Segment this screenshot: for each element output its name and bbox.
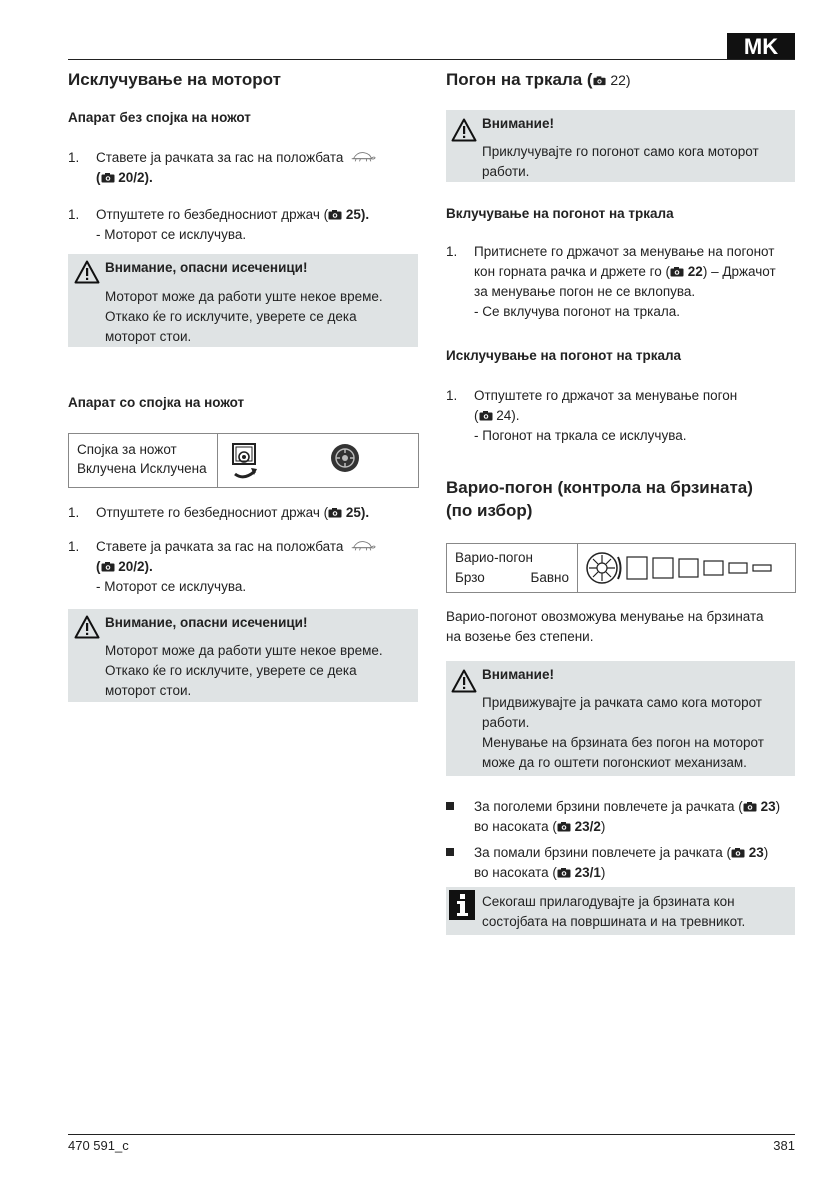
- warning-title: Внимание!: [482, 667, 554, 682]
- bullet-text: во насоката (: [474, 819, 557, 834]
- turtle-icon: [350, 150, 376, 164]
- warning-box-drive: [446, 110, 795, 182]
- warning-box-vario: [446, 661, 795, 776]
- warning-line: работи.: [482, 715, 530, 730]
- table-label-slow: Бавно: [530, 570, 569, 585]
- warning-line: Менување на брзината без погон на моторот: [482, 735, 764, 750]
- camera-icon: [557, 822, 571, 832]
- camera-icon: [101, 173, 115, 183]
- table-label-cell: [447, 544, 578, 592]
- step-release-safety-bail: [68, 205, 418, 245]
- figure-ref: 25: [345, 505, 361, 520]
- closing-paren: ): [600, 819, 606, 834]
- warning-title: Внимание, опасни исеченици!: [105, 615, 308, 630]
- info-box: [446, 887, 795, 935]
- vario-speed-table: [446, 543, 796, 593]
- warning-triangle-icon: [74, 615, 100, 639]
- bullet-slower: [446, 843, 796, 883]
- closing-paren: ): [625, 72, 631, 88]
- step-number: 1.: [446, 388, 458, 403]
- header-rule: [68, 59, 795, 60]
- vario-title-line: Варио-погон (контрола на брзината): [446, 478, 753, 497]
- figure-ref: 23: [748, 845, 764, 860]
- camera-icon: [101, 562, 115, 572]
- step-number: 1.: [68, 207, 80, 222]
- bullet-square: [446, 802, 454, 810]
- right-section-title: [446, 70, 631, 90]
- camera-icon: [593, 76, 606, 86]
- step-number: 1.: [446, 244, 458, 259]
- warning-line: Моторот може да работи уште некое време.: [105, 289, 383, 304]
- warning-box-blade: [68, 254, 418, 347]
- step-text: Отпуштете го држачот за менување погон: [474, 388, 738, 403]
- step-release-safety-bail-2: [68, 503, 418, 523]
- heading-drive-off: Исклучување на погонот на тркала: [446, 348, 682, 363]
- blade-clutch-disengaged-icon: [329, 442, 361, 474]
- step-text: ) – Држачот: [702, 264, 776, 279]
- step-text: Отпуштете го безбедносниот држач (: [96, 207, 329, 222]
- warning-triangle-icon: [451, 669, 477, 693]
- warning-triangle-icon: [74, 260, 100, 284]
- step-drive-off: 1. Отпуштете го држачот за менување погон ( 24). - Погонот на тркала се исклучува.: [446, 386, 796, 446]
- bullet-text: За помали брзини повлечете ја рачката (: [474, 845, 731, 860]
- camera-icon: [557, 868, 571, 878]
- figure-ref: 23/2: [574, 819, 601, 834]
- table-label: Вклучена Исклучена: [77, 461, 207, 476]
- camera-icon: [743, 802, 757, 812]
- page-number: 381: [773, 1138, 795, 1153]
- bullet-square: [446, 848, 454, 856]
- info-line: состојбата на површината и на тревникот.: [482, 914, 746, 929]
- step-text: Притиснете го држачот за менување на погонот: [474, 244, 775, 259]
- table-label-fast: Брзо: [455, 570, 485, 585]
- warning-line: работи.: [482, 164, 530, 179]
- warning-title: Внимание!: [482, 116, 554, 131]
- section-heading-with-clutch: Апарат со спојка на ножот: [68, 395, 245, 410]
- closing-paren: ).: [360, 207, 370, 222]
- warning-line: Откако ќе го исклучите, уверете се дека: [105, 663, 357, 678]
- vario-desc-line: на возење без степени.: [446, 629, 594, 644]
- step-text: Ставете ја рачката за гас на положбата: [96, 150, 344, 165]
- warning-triangle-icon: [451, 118, 477, 142]
- vario-description: [446, 607, 796, 647]
- document-number: 470 591_c: [68, 1138, 129, 1153]
- step-number: 1.: [68, 505, 80, 520]
- bullet-text: За поголеми брзини повлечете ја рачката (: [474, 799, 743, 814]
- language-code-badge: MK: [727, 33, 795, 60]
- warning-line: Откако ќе го исклучите, уверете се дека: [105, 309, 357, 324]
- step-throttle-idle: 1. Ставете ја рачката за гас на положбата ( 20/2).: [68, 148, 418, 188]
- figure-ref: 22: [610, 72, 626, 88]
- step-result: - Се вклучува погонот на тркала.: [474, 304, 680, 319]
- info-line: Секогаш прилагодувајте ја брзината кон: [482, 894, 735, 909]
- closing-paren: ): [763, 845, 769, 860]
- heading-drive-on: Вклучување на погонот на тркала: [446, 206, 674, 221]
- camera-icon: [328, 508, 342, 518]
- left-section-title: Исклучување на моторот: [68, 70, 281, 89]
- warning-line: моторот стои.: [105, 683, 192, 698]
- closing-paren: ).: [360, 505, 370, 520]
- vario-desc-line: Варио-погонот овозможува менување на брзината: [446, 609, 764, 624]
- title-text: Погон на тркала (: [446, 70, 593, 89]
- warning-box-blade-2: [68, 609, 418, 702]
- step-throttle-idle-2: 1. Ставете ја рачката за гас на положбата ( 20/2). - Моторот се исклучува.: [68, 537, 418, 597]
- step-result: - Моторот се исклучува.: [96, 227, 247, 242]
- warning-line: може да го оштети погонскиот механизам.: [482, 755, 747, 770]
- table-label-cell: [69, 434, 218, 487]
- figure-ref: 23/1: [574, 865, 601, 880]
- step-text: Отпуштете го безбедносниот држач (: [96, 505, 329, 520]
- bullet-text: во насоката (: [474, 865, 557, 880]
- table-label: Спојка за ножот: [77, 442, 177, 457]
- figure-ref: 22: [687, 264, 703, 279]
- table-label: Варио-погон: [455, 550, 533, 565]
- blade-clutch-engaged-icon: [229, 441, 261, 481]
- vario-title: [446, 476, 753, 522]
- bullet-faster: [446, 797, 796, 837]
- vario-title-line: (по избор): [446, 501, 533, 520]
- camera-icon: [670, 267, 684, 277]
- closing-paren: ): [600, 865, 606, 880]
- camera-icon: [479, 411, 493, 421]
- step-number: 1.: [68, 539, 80, 554]
- step-text: Ставете ја рачката за гас на положбата: [96, 539, 344, 554]
- section-heading-no-clutch: Апарат без спојка на ножот: [68, 110, 251, 125]
- warning-line: Моторот може да работи уште некое време.: [105, 643, 383, 658]
- warning-line: Придвижувајте ја рачката само кога моторот: [482, 695, 762, 710]
- step-number: 1.: [68, 150, 80, 165]
- closing-paren: ): [775, 799, 781, 814]
- warning-line: моторот стои.: [105, 329, 192, 344]
- figure-ref: 24: [496, 408, 512, 423]
- camera-icon: [328, 210, 342, 220]
- blade-clutch-table: [68, 433, 419, 488]
- step-drive-on: [446, 242, 796, 322]
- warning-title: Внимание, опасни исеченици!: [105, 260, 308, 275]
- step-result: - Моторот се исклучува.: [96, 579, 247, 594]
- info-icon: [449, 890, 475, 920]
- closing-paren: ).: [511, 408, 520, 423]
- step-text: кон горната рачка и држете го (: [474, 264, 671, 279]
- turtle-icon: [350, 539, 376, 553]
- footer-rule: [68, 1134, 795, 1135]
- step-text: за менување погон не се вклопува.: [474, 284, 696, 299]
- speed-scale-icon: [585, 549, 790, 587]
- camera-icon: [731, 848, 745, 858]
- figure-ref: 20/2: [118, 559, 145, 574]
- figure-ref: 20/2: [118, 170, 145, 185]
- figure-ref: 25: [345, 207, 361, 222]
- warning-line: Приклучувајте го погонот само кога моторот: [482, 144, 759, 159]
- figure-ref: 23: [760, 799, 776, 814]
- step-result: - Погонот на тркала се исклучува.: [474, 428, 687, 443]
